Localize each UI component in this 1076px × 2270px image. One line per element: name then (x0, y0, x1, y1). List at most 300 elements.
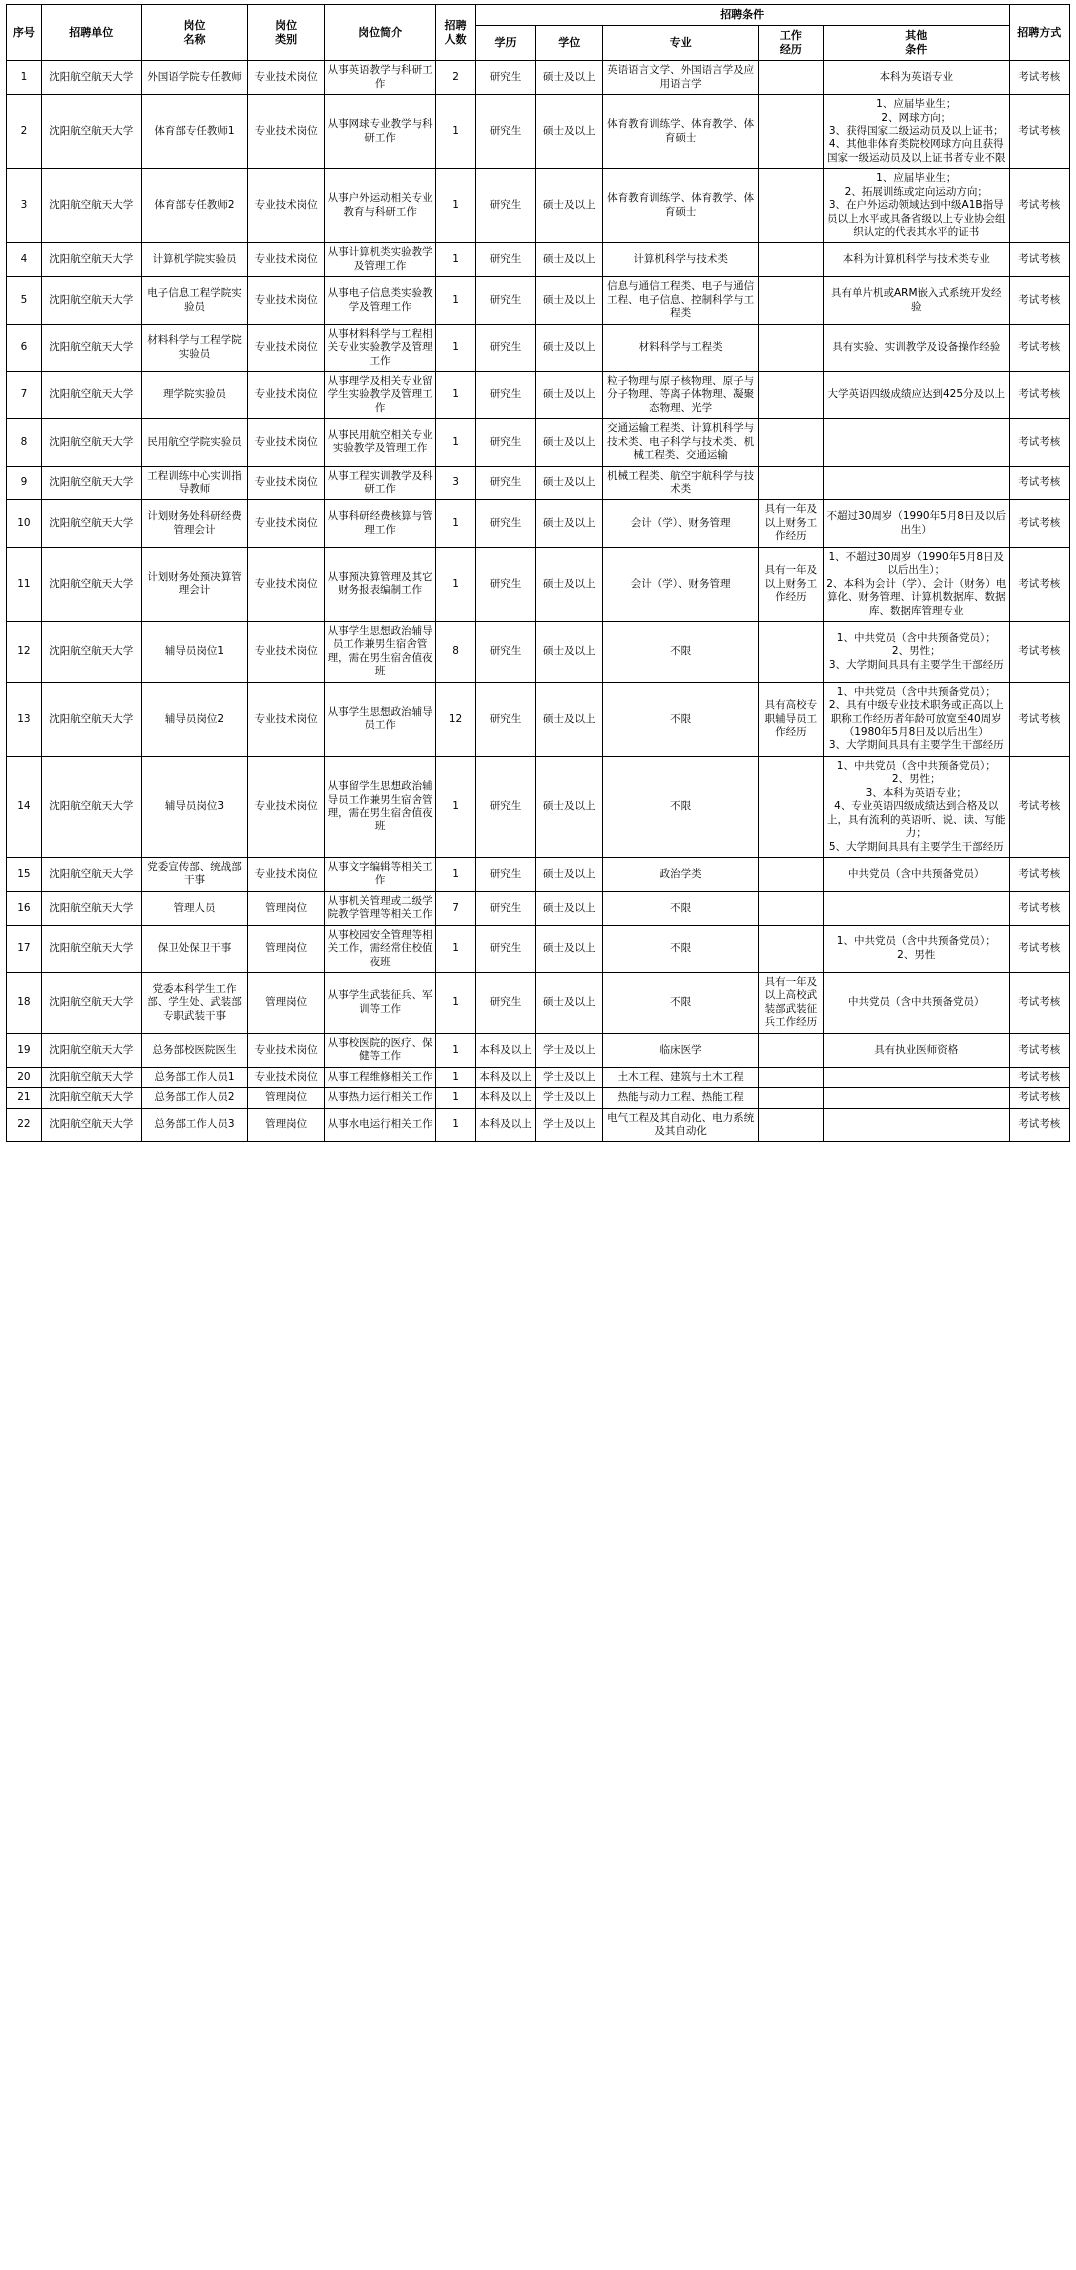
cell-degree: 硕士及以上 (536, 324, 603, 371)
cell-no: 1 (7, 61, 42, 95)
cell-post-type: 专业技术岗位 (248, 857, 325, 891)
cell-other (823, 1088, 1009, 1108)
cell-no: 18 (7, 973, 42, 1034)
cell-experience (758, 857, 823, 891)
cell-unit: 沈阳航空航天大学 (41, 547, 141, 621)
cell-no: 8 (7, 419, 42, 466)
cell-degree: 学士及以上 (536, 1108, 603, 1142)
cell-post-desc: 从事计算机类实验教学及管理工作 (324, 243, 435, 277)
cell-unit: 沈阳航空航天大学 (41, 1067, 141, 1087)
cell-way: 考试考核 (1009, 682, 1069, 756)
table-row (7, 169, 1070, 243)
cell-degree: 硕士及以上 (536, 500, 603, 547)
cell-degree: 硕士及以上 (536, 169, 603, 243)
cell-way: 考试考核 (1009, 500, 1069, 547)
cell-unit: 沈阳航空航天大学 (41, 466, 141, 500)
cell-num: 1 (436, 1033, 475, 1067)
cell-post-name: 党委宣传部、统战部干事 (141, 857, 248, 891)
cell-degree: 硕士及以上 (536, 95, 603, 169)
header-post-type-line1: 岗位 (275, 18, 298, 32)
cell-other: 本科为计算机科学与技术类专业 (823, 243, 1009, 277)
cell-post-type: 专业技术岗位 (248, 1033, 325, 1067)
cell-num: 2 (436, 61, 475, 95)
cell-other: 具有实验、实训教学及设备操作经验 (823, 324, 1009, 371)
cell-way: 考试考核 (1009, 61, 1069, 95)
cell-post-name: 材料科学与工程学院实验员 (141, 324, 248, 371)
cell-experience: 具有一年及以上财务工作经历 (758, 547, 823, 621)
cell-post-name: 辅导员岗位2 (141, 682, 248, 756)
cell-no: 20 (7, 1067, 42, 1087)
cell-education: 本科及以上 (475, 1088, 535, 1108)
table-row (7, 95, 1070, 169)
cell-post-name: 党委本科学生工作部、学生处、武装部专职武装干事 (141, 973, 248, 1034)
header-experience-line1: 工作 (779, 29, 802, 43)
table-row (7, 277, 1070, 324)
cell-other: 具有单片机或ARM嵌入式系统开发经验 (823, 277, 1009, 324)
cell-degree: 硕士及以上 (536, 925, 603, 972)
header-experience (758, 26, 823, 61)
cell-unit: 沈阳航空航天大学 (41, 857, 141, 891)
cell-experience (758, 1033, 823, 1067)
cell-num: 1 (436, 756, 475, 857)
cell-post-type: 专业技术岗位 (248, 419, 325, 466)
cell-experience: 具有高校专职辅导员工作经历 (758, 682, 823, 756)
table-row (7, 1067, 1070, 1087)
cell-education: 本科及以上 (475, 1033, 535, 1067)
cell-post-desc: 从事网球专业教学与科研工作 (324, 95, 435, 169)
cell-degree: 硕士及以上 (536, 243, 603, 277)
table-row (7, 756, 1070, 857)
cell-way: 考试考核 (1009, 547, 1069, 621)
cell-num: 3 (436, 466, 475, 500)
cell-way: 考试考核 (1009, 756, 1069, 857)
table-row (7, 973, 1070, 1034)
cell-experience (758, 95, 823, 169)
cell-post-type: 专业技术岗位 (248, 277, 325, 324)
cell-post-name: 计算机学院实验员 (141, 243, 248, 277)
cell-major: 不限 (603, 891, 759, 925)
cell-num: 1 (436, 169, 475, 243)
cell-education: 研究生 (475, 500, 535, 547)
cell-degree: 硕士及以上 (536, 466, 603, 500)
cell-post-desc: 从事学生思想政治辅导员工作兼男生宿舍管理，需在男生宿舍值夜班 (324, 621, 435, 682)
cell-post-type: 专业技术岗位 (248, 682, 325, 756)
cell-post-desc: 从事校园安全管理等相关工作，需经常住校值夜班 (324, 925, 435, 972)
cell-unit: 沈阳航空航天大学 (41, 925, 141, 972)
cell-degree: 硕士及以上 (536, 419, 603, 466)
cell-no: 9 (7, 466, 42, 500)
cell-way: 考试考核 (1009, 466, 1069, 500)
cell-experience (758, 925, 823, 972)
cell-major: 不限 (603, 682, 759, 756)
cell-experience (758, 1088, 823, 1108)
cell-no: 5 (7, 277, 42, 324)
cell-post-type: 专业技术岗位 (248, 324, 325, 371)
cell-post-type: 专业技术岗位 (248, 466, 325, 500)
cell-major: 电气工程及其自动化、电力系统及其自动化 (603, 1108, 759, 1142)
cell-post-type: 专业技术岗位 (248, 621, 325, 682)
cell-post-desc: 从事机关管理或二级学院教学管理等相关工作 (324, 891, 435, 925)
cell-unit: 沈阳航空航天大学 (41, 500, 141, 547)
header-num-line1: 招聘 (444, 18, 467, 32)
cell-degree: 硕士及以上 (536, 621, 603, 682)
cell-education: 研究生 (475, 371, 535, 418)
header-post-name-line2: 名称 (183, 32, 206, 46)
cell-degree: 硕士及以上 (536, 756, 603, 857)
cell-degree: 学士及以上 (536, 1088, 603, 1108)
cell-no: 21 (7, 1088, 42, 1108)
cell-major: 机械工程类、航空宇航科学与技术类 (603, 466, 759, 500)
cell-num: 1 (436, 371, 475, 418)
cell-degree: 硕士及以上 (536, 371, 603, 418)
cell-post-desc: 从事理学及相关专业留学生实验教学及管理工作 (324, 371, 435, 418)
cell-no: 3 (7, 169, 42, 243)
cell-major: 体育教育训练学、体育教学、体育硕士 (603, 95, 759, 169)
cell-education: 研究生 (475, 857, 535, 891)
cell-unit: 沈阳航空航天大学 (41, 419, 141, 466)
cell-other: 不超过30周岁（1990年5月8日及以后出生） (823, 500, 1009, 547)
cell-unit: 沈阳航空航天大学 (41, 371, 141, 418)
cell-num: 1 (436, 973, 475, 1034)
header-post-type (248, 5, 325, 61)
cell-unit: 沈阳航空航天大学 (41, 756, 141, 857)
cell-degree: 硕士及以上 (536, 61, 603, 95)
cell-way: 考试考核 (1009, 419, 1069, 466)
cell-post-name: 民用航空学院实验员 (141, 419, 248, 466)
cell-education: 研究生 (475, 756, 535, 857)
header-education: 学历 (475, 26, 535, 61)
cell-other: 本科为英语专业 (823, 61, 1009, 95)
cell-post-desc: 从事民用航空相关专业实验教学及管理工作 (324, 419, 435, 466)
cell-way: 考试考核 (1009, 621, 1069, 682)
cell-other (823, 466, 1009, 500)
cell-major: 不限 (603, 621, 759, 682)
cell-unit: 沈阳航空航天大学 (41, 277, 141, 324)
header-other-line2: 条件 (905, 43, 928, 57)
cell-unit: 沈阳航空航天大学 (41, 973, 141, 1034)
cell-post-desc: 从事文字编辑等相关工作 (324, 857, 435, 891)
cell-unit: 沈阳航空航天大学 (41, 61, 141, 95)
cell-major: 土木工程、建筑与土木工程 (603, 1067, 759, 1087)
cell-post-desc: 从事工程维修相关工作 (324, 1067, 435, 1087)
cell-num: 1 (436, 419, 475, 466)
cell-no: 2 (7, 95, 42, 169)
header-post-type-line2: 类别 (275, 32, 298, 46)
cell-other: 1、应届毕业生； 2、网球方向； 3、获得国家二级运动员及以上证书； 4、其他非体育类院校网球方向且获得国家一级运动员及以上证书者专业不限 (823, 95, 1009, 169)
cell-education: 研究生 (475, 95, 535, 169)
cell-post-name: 工程训练中心实训指导教师 (141, 466, 248, 500)
header-num (436, 5, 475, 61)
cell-other: 1、中共党员（含中共预备党员）； 2、男性； 3、大学期间具具有主要学生干部经历 (823, 621, 1009, 682)
cell-major: 临床医学 (603, 1033, 759, 1067)
cell-other: 1、中共党员（含中共预备党员）； 2、男性 (823, 925, 1009, 972)
table-row (7, 547, 1070, 621)
cell-unit: 沈阳航空航天大学 (41, 1108, 141, 1142)
cell-way: 考试考核 (1009, 1067, 1069, 1087)
table-row (7, 371, 1070, 418)
cell-post-type: 管理岗位 (248, 1108, 325, 1142)
table-row (7, 1108, 1070, 1142)
cell-post-type: 管理岗位 (248, 1088, 325, 1108)
header-post-desc: 岗位简介 (324, 5, 435, 61)
cell-major: 会计（学）、财务管理 (603, 547, 759, 621)
cell-num: 7 (436, 891, 475, 925)
cell-num: 1 (436, 243, 475, 277)
cell-post-desc: 从事科研经费核算与管理工作 (324, 500, 435, 547)
cell-post-name: 体育部专任教师1 (141, 95, 248, 169)
recruitment-table (6, 4, 1070, 1142)
cell-education: 研究生 (475, 277, 535, 324)
cell-post-type: 专业技术岗位 (248, 500, 325, 547)
cell-unit: 沈阳航空航天大学 (41, 682, 141, 756)
table-row (7, 621, 1070, 682)
cell-post-name: 外国语学院专任教师 (141, 61, 248, 95)
cell-experience (758, 756, 823, 857)
cell-major: 交通运输工程类、计算机科学与技术类、电子科学与技术类、机械工程类、交通运输 (603, 419, 759, 466)
cell-num: 12 (436, 682, 475, 756)
cell-other: 1、中共党员（含中共预备党员）； 2、具有中级专业技术职务或正高以上职称工作经历者年龄可放宽至40周岁（1980年5月8日及以后出生） 3、大学期间具具有主要学生干部经历 (823, 682, 1009, 756)
cell-education: 研究生 (475, 61, 535, 95)
cell-post-type: 专业技术岗位 (248, 1067, 325, 1087)
cell-post-type: 管理岗位 (248, 925, 325, 972)
cell-degree: 硕士及以上 (536, 857, 603, 891)
table-row (7, 243, 1070, 277)
table-row (7, 682, 1070, 756)
cell-degree: 硕士及以上 (536, 547, 603, 621)
table-row (7, 1088, 1070, 1108)
cell-education: 研究生 (475, 682, 535, 756)
table-row (7, 500, 1070, 547)
cell-major: 粒子物理与原子核物理、原子与分子物理、等离子体物理、凝聚态物理、光学 (603, 371, 759, 418)
cell-experience (758, 419, 823, 466)
cell-post-type: 专业技术岗位 (248, 169, 325, 243)
cell-num: 1 (436, 324, 475, 371)
cell-other: 1、不超过30周岁（1990年5月8日及以后出生）； 2、本科为会计（学）、会计（财务）电算化、财务管理、计算机数据库、数据库、数据库管理专业 (823, 547, 1009, 621)
cell-education: 研究生 (475, 466, 535, 500)
cell-post-name: 体育部专任教师2 (141, 169, 248, 243)
header-conditions: 招聘条件 (475, 5, 1009, 26)
cell-no: 6 (7, 324, 42, 371)
cell-no: 4 (7, 243, 42, 277)
cell-num: 1 (436, 857, 475, 891)
cell-post-name: 保卫处保卫干事 (141, 925, 248, 972)
cell-no: 14 (7, 756, 42, 857)
header-other (823, 26, 1009, 61)
cell-post-desc: 从事留学生思想政治辅导员工作兼男生宿舍管理，需在男生宿舍值夜班 (324, 756, 435, 857)
cell-major: 不限 (603, 756, 759, 857)
cell-way: 考试考核 (1009, 324, 1069, 371)
cell-education: 研究生 (475, 925, 535, 972)
cell-post-type: 专业技术岗位 (248, 95, 325, 169)
cell-num: 1 (436, 500, 475, 547)
cell-experience (758, 891, 823, 925)
header-post-name (141, 5, 248, 61)
cell-other: 中共党员（含中共预备党员） (823, 973, 1009, 1034)
cell-post-desc: 从事热力运行相关工作 (324, 1088, 435, 1108)
cell-major: 英语语言文学、外国语言学及应用语言学 (603, 61, 759, 95)
cell-education: 本科及以上 (475, 1108, 535, 1142)
cell-post-desc: 从事校医院的医疗、保健等工作 (324, 1033, 435, 1067)
cell-no: 7 (7, 371, 42, 418)
cell-post-desc: 从事水电运行相关工作 (324, 1108, 435, 1142)
cell-degree: 硕士及以上 (536, 891, 603, 925)
cell-experience (758, 1108, 823, 1142)
cell-way: 考试考核 (1009, 243, 1069, 277)
cell-post-type: 专业技术岗位 (248, 371, 325, 418)
cell-post-type: 专业技术岗位 (248, 547, 325, 621)
cell-experience (758, 371, 823, 418)
cell-education: 研究生 (475, 243, 535, 277)
table-row (7, 466, 1070, 500)
header-no: 序号 (7, 5, 42, 61)
cell-no: 16 (7, 891, 42, 925)
header-major: 专业 (603, 26, 759, 61)
cell-way: 考试考核 (1009, 1033, 1069, 1067)
cell-other: 1、中共党员（含中共预备党员）； 2、男性； 3、本科为英语专业； 4、专业英语四级成绩达到合格及以上，具有流利的英语听、说、读、写能力； 5、大学期间具具有主要学生干部经历 (823, 756, 1009, 857)
table-row (7, 925, 1070, 972)
cell-post-name: 总务部校医院医生 (141, 1033, 248, 1067)
cell-degree: 硕士及以上 (536, 682, 603, 756)
cell-way: 考试考核 (1009, 371, 1069, 418)
cell-degree: 学士及以上 (536, 1033, 603, 1067)
cell-experience (758, 621, 823, 682)
cell-education: 研究生 (475, 621, 535, 682)
table-row (7, 1033, 1070, 1067)
cell-no: 15 (7, 857, 42, 891)
header-other-line1: 其他 (905, 29, 928, 43)
cell-major: 不限 (603, 973, 759, 1034)
cell-num: 8 (436, 621, 475, 682)
cell-post-desc: 从事学生武装征兵、军训等工作 (324, 973, 435, 1034)
cell-post-type: 专业技术岗位 (248, 61, 325, 95)
cell-experience (758, 324, 823, 371)
cell-post-name: 总务部工作人员1 (141, 1067, 248, 1087)
cell-num: 1 (436, 1067, 475, 1087)
cell-experience (758, 243, 823, 277)
header-degree: 学位 (536, 26, 603, 61)
cell-unit: 沈阳航空航天大学 (41, 1033, 141, 1067)
cell-post-desc: 从事学生思想政治辅导员工作 (324, 682, 435, 756)
cell-education: 研究生 (475, 324, 535, 371)
cell-other: 具有执业医师资格 (823, 1033, 1009, 1067)
table-row (7, 419, 1070, 466)
cell-education: 研究生 (475, 169, 535, 243)
cell-other (823, 1067, 1009, 1087)
cell-post-name: 总务部工作人员3 (141, 1108, 248, 1142)
cell-other: 中共党员（含中共预备党员） (823, 857, 1009, 891)
cell-post-type: 专业技术岗位 (248, 243, 325, 277)
cell-no: 11 (7, 547, 42, 621)
cell-way: 考试考核 (1009, 1108, 1069, 1142)
cell-post-type: 专业技术岗位 (248, 756, 325, 857)
cell-major: 热能与动力工程、热能工程 (603, 1088, 759, 1108)
cell-major: 计算机科学与技术类 (603, 243, 759, 277)
cell-post-name: 总务部工作人员2 (141, 1088, 248, 1108)
table-body (7, 61, 1070, 1142)
cell-no: 10 (7, 500, 42, 547)
header-post-name-line1: 岗位 (183, 18, 206, 32)
cell-post-desc: 从事材料科学与工程相关专业实验教学及管理工作 (324, 324, 435, 371)
cell-unit: 沈阳航空航天大学 (41, 324, 141, 371)
cell-unit: 沈阳航空航天大学 (41, 243, 141, 277)
cell-post-type: 管理岗位 (248, 973, 325, 1034)
header-row-1 (7, 5, 1070, 26)
cell-education: 研究生 (475, 419, 535, 466)
cell-unit: 沈阳航空航天大学 (41, 95, 141, 169)
cell-num: 1 (436, 95, 475, 169)
cell-major: 材料科学与工程类 (603, 324, 759, 371)
cell-post-name: 辅导员岗位1 (141, 621, 248, 682)
cell-way: 考试考核 (1009, 95, 1069, 169)
cell-major: 不限 (603, 925, 759, 972)
cell-way: 考试考核 (1009, 857, 1069, 891)
cell-post-name: 电子信息工程学院实验员 (141, 277, 248, 324)
cell-no: 22 (7, 1108, 42, 1142)
cell-other: 大学英语四级成绩应达到425分及以上 (823, 371, 1009, 418)
cell-no: 13 (7, 682, 42, 756)
cell-experience: 具有一年及以上财务工作经历 (758, 500, 823, 547)
cell-major: 政治学类 (603, 857, 759, 891)
cell-education: 本科及以上 (475, 1067, 535, 1087)
cell-post-desc: 从事预决算管理及其它财务报表编制工作 (324, 547, 435, 621)
cell-unit: 沈阳航空航天大学 (41, 169, 141, 243)
cell-no: 19 (7, 1033, 42, 1067)
cell-experience (758, 61, 823, 95)
table-row (7, 891, 1070, 925)
cell-num: 1 (436, 1088, 475, 1108)
cell-experience: 具有一年及以上高校武装部武装征兵工作经历 (758, 973, 823, 1034)
cell-post-name: 辅导员岗位3 (141, 756, 248, 857)
cell-post-type: 管理岗位 (248, 891, 325, 925)
cell-other (823, 419, 1009, 466)
cell-num: 1 (436, 925, 475, 972)
cell-major: 体育教育训练学、体育教学、体育硕士 (603, 169, 759, 243)
cell-no: 12 (7, 621, 42, 682)
table-row (7, 324, 1070, 371)
cell-experience (758, 1067, 823, 1087)
header-unit: 招聘单位 (41, 5, 141, 61)
cell-unit: 沈阳航空航天大学 (41, 891, 141, 925)
cell-way: 考试考核 (1009, 891, 1069, 925)
cell-education: 研究生 (475, 973, 535, 1034)
header-way: 招聘方式 (1009, 5, 1069, 61)
cell-way: 考试考核 (1009, 925, 1069, 972)
cell-way: 考试考核 (1009, 277, 1069, 324)
cell-post-name: 计划财务处预决算管理会计 (141, 547, 248, 621)
cell-education: 研究生 (475, 547, 535, 621)
cell-other (823, 891, 1009, 925)
cell-education: 研究生 (475, 891, 535, 925)
header-experience-line2: 经历 (779, 43, 802, 57)
cell-post-desc: 从事工程实训教学及科研工作 (324, 466, 435, 500)
cell-experience (758, 466, 823, 500)
cell-experience (758, 169, 823, 243)
table-header (7, 5, 1070, 61)
cell-post-name: 理学院实验员 (141, 371, 248, 418)
cell-post-name: 管理人员 (141, 891, 248, 925)
cell-degree: 学士及以上 (536, 1067, 603, 1087)
cell-major: 信息与通信工程类、电子与通信工程、电子信息、控制科学与工程类 (603, 277, 759, 324)
cell-num: 1 (436, 547, 475, 621)
cell-other (823, 1108, 1009, 1142)
cell-post-name: 计划财务处科研经费管理会计 (141, 500, 248, 547)
cell-way: 考试考核 (1009, 169, 1069, 243)
cell-post-desc: 从事户外运动相关专业教育与科研工作 (324, 169, 435, 243)
cell-unit: 沈阳航空航天大学 (41, 621, 141, 682)
cell-major: 会计（学）、财务管理 (603, 500, 759, 547)
header-num-line2: 人数 (444, 32, 467, 46)
cell-other: 1、应届毕业生； 2、拓展训练或定向运动方向； 3、在户外运动领域达到中级A1B指导员以上水平或具备省级以上专业协会组织认定的代表其水平的证书 (823, 169, 1009, 243)
